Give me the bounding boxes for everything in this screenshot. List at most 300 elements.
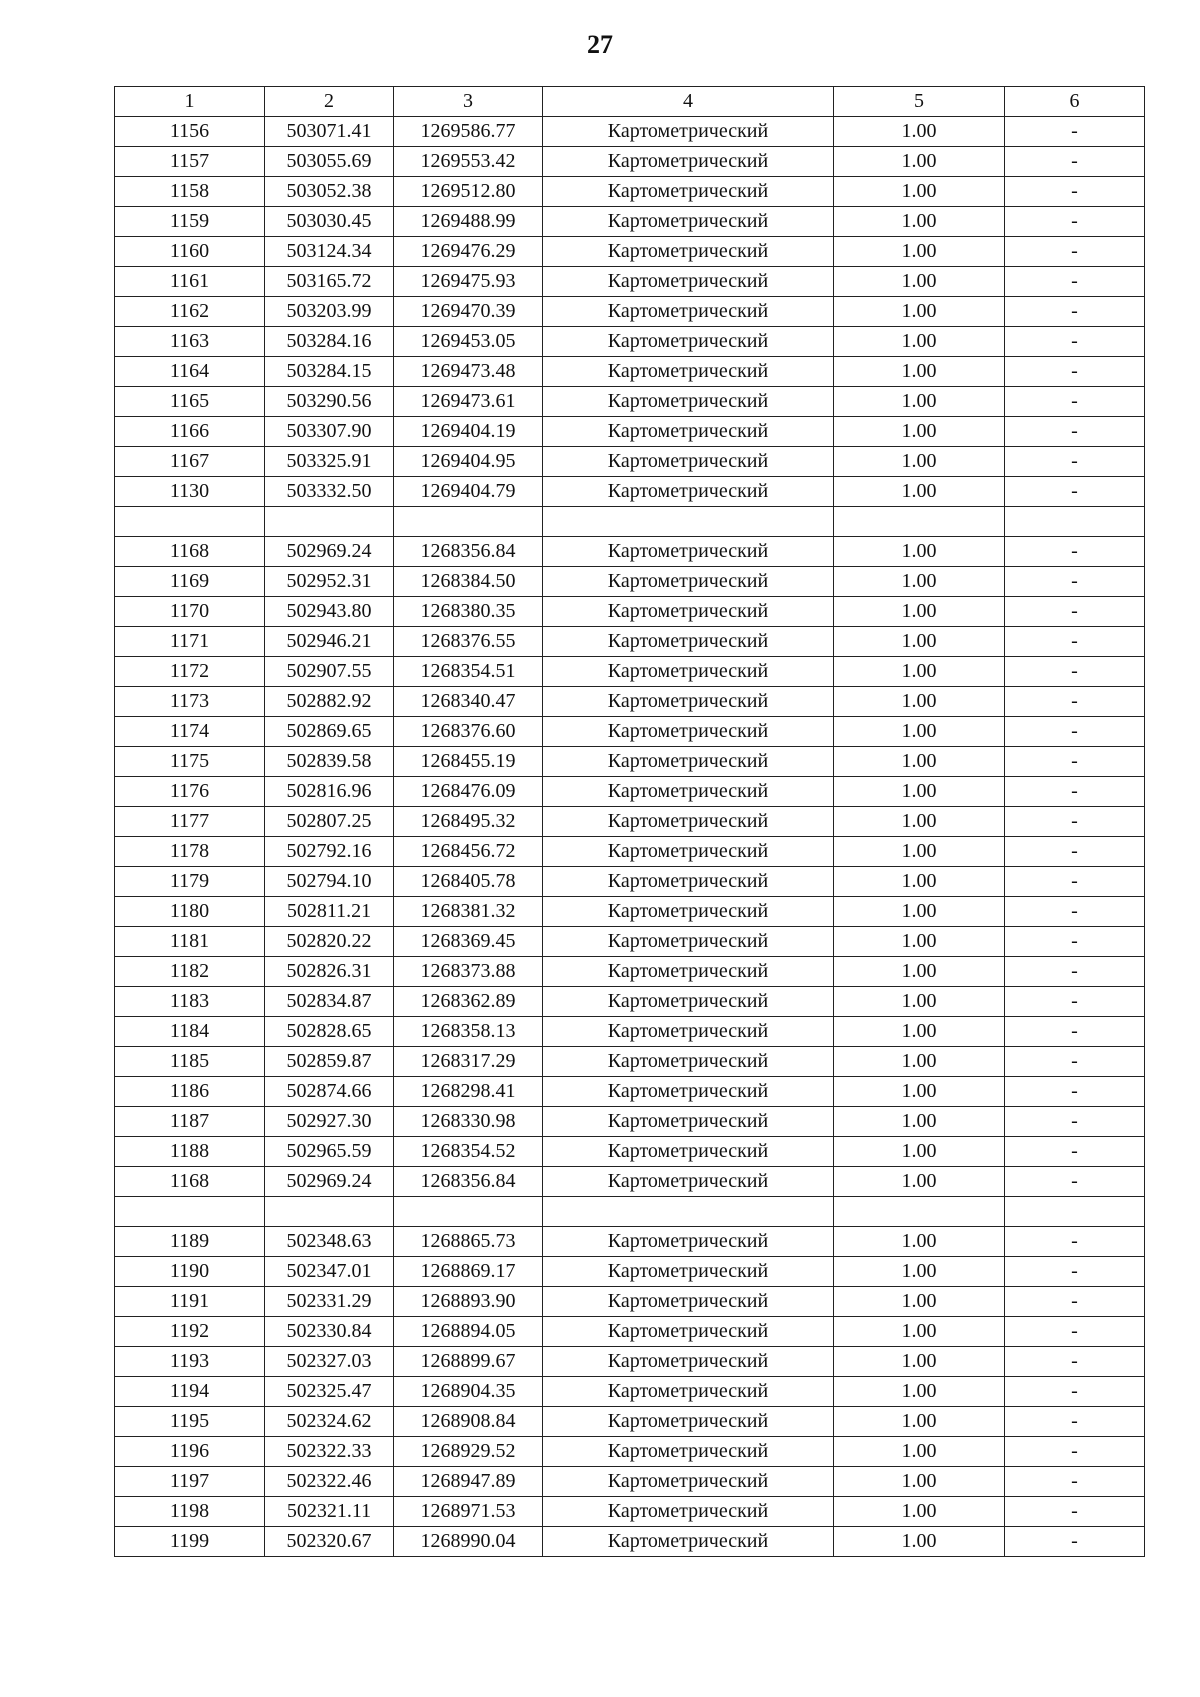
- table-cell: -: [1005, 1317, 1145, 1347]
- table-cell: 1.00: [834, 957, 1005, 987]
- table-cell: 1269476.29: [394, 237, 543, 267]
- table-cell: -: [1005, 447, 1145, 477]
- table-cell: 1171: [115, 627, 265, 657]
- table-cell: -: [1005, 687, 1145, 717]
- table-cell: -: [1005, 237, 1145, 267]
- table-cell: -: [1005, 147, 1145, 177]
- table-row: [115, 957, 1145, 987]
- table-cell: -: [1005, 717, 1145, 747]
- table-cell: 1268929.52: [394, 1437, 543, 1467]
- table-cell: 1192: [115, 1317, 265, 1347]
- table-cell: 1268971.53: [394, 1497, 543, 1527]
- table-cell: 1.00: [834, 837, 1005, 867]
- table-cell: 503203.99: [265, 297, 394, 327]
- table-cell: 1.00: [834, 627, 1005, 657]
- table-cell: Картометрический: [543, 1467, 834, 1497]
- table-cell: 1156: [115, 117, 265, 147]
- table-cell: 502327.03: [265, 1347, 394, 1377]
- table-cell: 502965.59: [265, 1137, 394, 1167]
- table-cell: 1268376.55: [394, 627, 543, 657]
- table-cell: -: [1005, 567, 1145, 597]
- table-row: [115, 567, 1145, 597]
- table-row: [115, 1497, 1145, 1527]
- table-cell: 1.00: [834, 897, 1005, 927]
- table-cell: -: [1005, 1137, 1145, 1167]
- table-row: [115, 1077, 1145, 1107]
- table-cell: 1.00: [834, 1107, 1005, 1137]
- table-row: [115, 447, 1145, 477]
- table-row: [115, 1407, 1145, 1437]
- table-cell: Картометрический: [543, 537, 834, 567]
- table-cell: Картометрический: [543, 417, 834, 447]
- table-cell: 1269475.93: [394, 267, 543, 297]
- table-cell: 1269586.77: [394, 117, 543, 147]
- table-cell: 1168: [115, 537, 265, 567]
- table-cell: 1269473.48: [394, 357, 543, 387]
- table-cell: 1170: [115, 597, 265, 627]
- table-cell: 1.00: [834, 717, 1005, 747]
- table-cell: 1.00: [834, 1257, 1005, 1287]
- table-cell: 1172: [115, 657, 265, 687]
- table-cell: 1.00: [834, 1017, 1005, 1047]
- table-cell: 1.00: [834, 147, 1005, 177]
- column-header: 3: [394, 87, 543, 117]
- table-cell: 1.00: [834, 1437, 1005, 1467]
- table-cell: 1.00: [834, 597, 1005, 627]
- table-cell: 503052.38: [265, 177, 394, 207]
- table-row: [115, 177, 1145, 207]
- table-cell: Картометрический: [543, 387, 834, 417]
- table-cell: Картометрический: [543, 1287, 834, 1317]
- table-cell: 1268384.50: [394, 567, 543, 597]
- table-cell: 1.00: [834, 1077, 1005, 1107]
- table-cell: 1268369.45: [394, 927, 543, 957]
- table-cell: -: [1005, 1167, 1145, 1197]
- table-cell: [265, 1197, 394, 1227]
- table-row: [115, 987, 1145, 1017]
- table-cell: 1.00: [834, 237, 1005, 267]
- table-cell: 1.00: [834, 387, 1005, 417]
- table-cell: Картометрический: [543, 1257, 834, 1287]
- table-cell: 502320.67: [265, 1527, 394, 1557]
- table-cell: 1268476.09: [394, 777, 543, 807]
- table-cell: -: [1005, 1497, 1145, 1527]
- table-cell: 1176: [115, 777, 265, 807]
- table-cell: 1130: [115, 477, 265, 507]
- table-cell: 1268380.35: [394, 597, 543, 627]
- table-row: [115, 147, 1145, 177]
- table-row: [115, 1467, 1145, 1497]
- table-cell: 1162: [115, 297, 265, 327]
- table-cell: 1.00: [834, 1347, 1005, 1377]
- table-cell: 1268356.84: [394, 537, 543, 567]
- table-cell: 1180: [115, 897, 265, 927]
- table-cell: 1268893.90: [394, 1287, 543, 1317]
- table-cell: -: [1005, 1227, 1145, 1257]
- table-cell: 1.00: [834, 1317, 1005, 1347]
- table-cell: 1175: [115, 747, 265, 777]
- table-cell: 502807.25: [265, 807, 394, 837]
- table-cell: 1161: [115, 267, 265, 297]
- table-cell: Картометрический: [543, 1077, 834, 1107]
- table-row: [115, 207, 1145, 237]
- table-cell: 1179: [115, 867, 265, 897]
- table-row: [115, 1287, 1145, 1317]
- table-row: [115, 777, 1145, 807]
- table-cell: 502794.10: [265, 867, 394, 897]
- table-cell: Картометрический: [543, 657, 834, 687]
- table-cell: 1.00: [834, 417, 1005, 447]
- table-cell: Картометрический: [543, 867, 834, 897]
- table-row: [115, 117, 1145, 147]
- table-cell: 1269470.39: [394, 297, 543, 327]
- table-cell: Картометрический: [543, 1227, 834, 1257]
- table-row: [115, 1017, 1145, 1047]
- table-cell: 1268455.19: [394, 747, 543, 777]
- table-cell: 1165: [115, 387, 265, 417]
- table-row: [115, 387, 1145, 417]
- table-cell: 1184: [115, 1017, 265, 1047]
- table-cell: -: [1005, 1467, 1145, 1497]
- table-row: [115, 477, 1145, 507]
- table-cell: 1.00: [834, 867, 1005, 897]
- table-cell: 1268376.60: [394, 717, 543, 747]
- table-cell: [265, 507, 394, 537]
- coordinates-table: [114, 86, 1145, 1557]
- table-cell: 503055.69: [265, 147, 394, 177]
- table-cell: 1191: [115, 1287, 265, 1317]
- table-cell: 1.00: [834, 1527, 1005, 1557]
- table-cell: Картометрический: [543, 1017, 834, 1047]
- table-row: [115, 837, 1145, 867]
- table-cell: 1198: [115, 1497, 265, 1527]
- table-cell: 1268298.41: [394, 1077, 543, 1107]
- table-row: [115, 327, 1145, 357]
- table-cell: -: [1005, 807, 1145, 837]
- table-row: [115, 897, 1145, 927]
- table-cell: 1.00: [834, 177, 1005, 207]
- table-cell: 502859.87: [265, 1047, 394, 1077]
- table-row: [115, 1227, 1145, 1257]
- table-cell: 1.00: [834, 777, 1005, 807]
- table-cell: 1269553.42: [394, 147, 543, 177]
- column-header: 4: [543, 87, 834, 117]
- table-cell: Картометрический: [543, 747, 834, 777]
- table-cell: 1268354.52: [394, 1137, 543, 1167]
- table-cell: -: [1005, 1257, 1145, 1287]
- table-cell: 1163: [115, 327, 265, 357]
- table-cell: 1268381.32: [394, 897, 543, 927]
- table-cell: 1158: [115, 177, 265, 207]
- table-row: [115, 1107, 1145, 1137]
- table-cell: 502322.46: [265, 1467, 394, 1497]
- column-header: 5: [834, 87, 1005, 117]
- table-cell: 503307.90: [265, 417, 394, 447]
- table-cell: 502826.31: [265, 957, 394, 987]
- table-cell: 502347.01: [265, 1257, 394, 1287]
- table-cell: 1186: [115, 1077, 265, 1107]
- table-cell: -: [1005, 267, 1145, 297]
- table-cell: 1.00: [834, 357, 1005, 387]
- table-cell: 1269512.80: [394, 177, 543, 207]
- table-cell: 503284.15: [265, 357, 394, 387]
- table-cell: 503071.41: [265, 117, 394, 147]
- table-cell: -: [1005, 1347, 1145, 1377]
- table-cell: 1174: [115, 717, 265, 747]
- table-cell: 1268373.88: [394, 957, 543, 987]
- table-cell: Картометрический: [543, 267, 834, 297]
- table-cell: -: [1005, 1107, 1145, 1137]
- table-cell: 1187: [115, 1107, 265, 1137]
- table-row: [115, 927, 1145, 957]
- table-cell: 1164: [115, 357, 265, 387]
- table-cell: 1159: [115, 207, 265, 237]
- table-cell: 502969.24: [265, 1167, 394, 1197]
- table-cell: -: [1005, 1407, 1145, 1437]
- table-row: [115, 1317, 1145, 1347]
- table-cell: Картометрический: [543, 447, 834, 477]
- table-cell: 502874.66: [265, 1077, 394, 1107]
- table-row: [115, 357, 1145, 387]
- table-cell: 502828.65: [265, 1017, 394, 1047]
- table-row: [115, 687, 1145, 717]
- table-cell: 1268362.89: [394, 987, 543, 1017]
- table-cell: 502943.80: [265, 597, 394, 627]
- table-cell: 1188: [115, 1137, 265, 1167]
- table-cell: Картометрический: [543, 897, 834, 927]
- table-cell: Картометрический: [543, 327, 834, 357]
- table-cell: 1269404.95: [394, 447, 543, 477]
- table-row: [115, 867, 1145, 897]
- table-cell: 502322.33: [265, 1437, 394, 1467]
- table-header-row: [115, 87, 1145, 117]
- table-cell: 1190: [115, 1257, 265, 1287]
- table-cell: 1268356.84: [394, 1167, 543, 1197]
- table-cell: Картометрический: [543, 987, 834, 1017]
- table-cell: 503165.72: [265, 267, 394, 297]
- table-cell: 1.00: [834, 1287, 1005, 1317]
- table-cell: 502331.29: [265, 1287, 394, 1317]
- table-cell: Картометрический: [543, 207, 834, 237]
- table-cell: 502792.16: [265, 837, 394, 867]
- table-cell: [1005, 1197, 1145, 1227]
- table-cell: 1.00: [834, 567, 1005, 597]
- table-cell: -: [1005, 777, 1145, 807]
- table-cell: -: [1005, 987, 1145, 1017]
- table-cell: 1157: [115, 147, 265, 177]
- table-cell: 1268358.13: [394, 1017, 543, 1047]
- table-cell: 1268990.04: [394, 1527, 543, 1557]
- table-cell: -: [1005, 897, 1145, 927]
- table-cell: Картометрический: [543, 1347, 834, 1377]
- table-cell: -: [1005, 297, 1145, 327]
- table-cell: 503332.50: [265, 477, 394, 507]
- table-cell: 502927.30: [265, 1107, 394, 1137]
- table-row: [115, 747, 1145, 777]
- page-number: 27: [587, 30, 613, 59]
- table-cell: 503124.34: [265, 237, 394, 267]
- table-cell: 1268904.35: [394, 1377, 543, 1407]
- table-cell: 1.00: [834, 1467, 1005, 1497]
- column-header: 6: [1005, 87, 1145, 117]
- table-cell: Картометрический: [543, 687, 834, 717]
- table-cell: 502811.21: [265, 897, 394, 927]
- table-cell: 1183: [115, 987, 265, 1017]
- table-cell: Картометрический: [543, 1047, 834, 1077]
- table-cell: 1167: [115, 447, 265, 477]
- table-cell: 1.00: [834, 687, 1005, 717]
- table-cell: [543, 507, 834, 537]
- table-cell: Картометрический: [543, 117, 834, 147]
- table-cell: 502952.31: [265, 567, 394, 597]
- table-cell: -: [1005, 177, 1145, 207]
- table-cell: 1.00: [834, 1227, 1005, 1257]
- table-cell: 502325.47: [265, 1377, 394, 1407]
- table-cell: Картометрический: [543, 597, 834, 627]
- table-cell: 1.00: [834, 297, 1005, 327]
- table-cell: 1.00: [834, 807, 1005, 837]
- table-cell: Картометрический: [543, 1527, 834, 1557]
- table-row: [115, 807, 1145, 837]
- table-cell: [834, 507, 1005, 537]
- table-cell: 1199: [115, 1527, 265, 1557]
- table-cell: 503325.91: [265, 447, 394, 477]
- table-row: [115, 627, 1145, 657]
- table-cell: [1005, 507, 1145, 537]
- table-cell: 1.00: [834, 537, 1005, 567]
- table-cell: 502324.62: [265, 1407, 394, 1437]
- table-cell: 1.00: [834, 267, 1005, 297]
- table-row: [115, 267, 1145, 297]
- table-cell: Картометрический: [543, 1167, 834, 1197]
- table-cell: 1160: [115, 237, 265, 267]
- table-cell: [394, 1197, 543, 1227]
- table-row: [115, 537, 1145, 567]
- table-cell: Картометрический: [543, 957, 834, 987]
- table-row: [115, 507, 1145, 537]
- table-cell: 1166: [115, 417, 265, 447]
- table-cell: 1269404.79: [394, 477, 543, 507]
- table-cell: 1.00: [834, 447, 1005, 477]
- table-cell: 1.00: [834, 1377, 1005, 1407]
- table-cell: 1182: [115, 957, 265, 987]
- table-cell: -: [1005, 957, 1145, 987]
- table-cell: 1.00: [834, 327, 1005, 357]
- column-header: 1: [115, 87, 265, 117]
- table-cell: 1195: [115, 1407, 265, 1437]
- table-cell: -: [1005, 1377, 1145, 1407]
- table-cell: [543, 1197, 834, 1227]
- table-cell: [115, 507, 265, 537]
- table-cell: Картометрический: [543, 1317, 834, 1347]
- table-cell: -: [1005, 927, 1145, 957]
- table-row: [115, 1257, 1145, 1287]
- table-cell: 1.00: [834, 1137, 1005, 1167]
- table-cell: Картометрический: [543, 1377, 834, 1407]
- table-row: [115, 717, 1145, 747]
- table-cell: [115, 1197, 265, 1227]
- table-cell: Картометрический: [543, 357, 834, 387]
- table-cell: 1168: [115, 1167, 265, 1197]
- table-cell: 1269488.99: [394, 207, 543, 237]
- table-cell: 1268456.72: [394, 837, 543, 867]
- table-cell: -: [1005, 327, 1145, 357]
- table-row: [115, 237, 1145, 267]
- table-cell: 1.00: [834, 117, 1005, 147]
- table-cell: Картометрический: [543, 777, 834, 807]
- table-cell: -: [1005, 1287, 1145, 1317]
- table-row: [115, 1167, 1145, 1197]
- table-cell: 1268865.73: [394, 1227, 543, 1257]
- table-row: [115, 417, 1145, 447]
- table-cell: -: [1005, 1017, 1145, 1047]
- table-cell: [834, 1197, 1005, 1227]
- table-cell: 1.00: [834, 987, 1005, 1017]
- table-row: [115, 1047, 1145, 1077]
- table-cell: -: [1005, 117, 1145, 147]
- table-cell: 502348.63: [265, 1227, 394, 1257]
- table-cell: -: [1005, 1437, 1145, 1467]
- table-cell: 1268405.78: [394, 867, 543, 897]
- table-cell: -: [1005, 417, 1145, 447]
- table-cell: 1268899.67: [394, 1347, 543, 1377]
- table-cell: 1268317.29: [394, 1047, 543, 1077]
- table-cell: Картометрический: [543, 567, 834, 597]
- table-cell: Картометрический: [543, 1497, 834, 1527]
- table-cell: 502907.55: [265, 657, 394, 687]
- table-cell: 1.00: [834, 657, 1005, 687]
- table-cell: -: [1005, 357, 1145, 387]
- table-cell: 1169: [115, 567, 265, 597]
- table-row: [115, 657, 1145, 687]
- table-cell: Картометрический: [543, 927, 834, 957]
- table-cell: 1268869.17: [394, 1257, 543, 1287]
- table-body: [115, 117, 1145, 1557]
- table-cell: -: [1005, 207, 1145, 237]
- table-row: [115, 1137, 1145, 1167]
- table-cell: -: [1005, 657, 1145, 687]
- table-row: [115, 1377, 1145, 1407]
- table-row: [115, 1437, 1145, 1467]
- table-row: [115, 297, 1145, 327]
- table-cell: Картометрический: [543, 717, 834, 747]
- table-row: [115, 1197, 1145, 1227]
- table-cell: 502321.11: [265, 1497, 394, 1527]
- table-row: [115, 1527, 1145, 1557]
- table-row: [115, 1347, 1145, 1377]
- table-cell: Картометрический: [543, 297, 834, 327]
- table-cell: 1197: [115, 1467, 265, 1497]
- table-cell: 1178: [115, 837, 265, 867]
- table-cell: 503030.45: [265, 207, 394, 237]
- table-cell: 502839.58: [265, 747, 394, 777]
- table-cell: 1268354.51: [394, 657, 543, 687]
- table-cell: [394, 507, 543, 537]
- table-cell: 1189: [115, 1227, 265, 1257]
- table-cell: 1.00: [834, 927, 1005, 957]
- table-cell: 502946.21: [265, 627, 394, 657]
- column-header: 2: [265, 87, 394, 117]
- table-cell: -: [1005, 1527, 1145, 1557]
- table-cell: 502834.87: [265, 987, 394, 1017]
- table-cell: -: [1005, 387, 1145, 417]
- table-cell: Картометрический: [543, 177, 834, 207]
- table-cell: 1.00: [834, 207, 1005, 237]
- table-cell: 1268947.89: [394, 1467, 543, 1497]
- table-cell: -: [1005, 1077, 1145, 1107]
- table-cell: Картометрический: [543, 1137, 834, 1167]
- table-cell: -: [1005, 537, 1145, 567]
